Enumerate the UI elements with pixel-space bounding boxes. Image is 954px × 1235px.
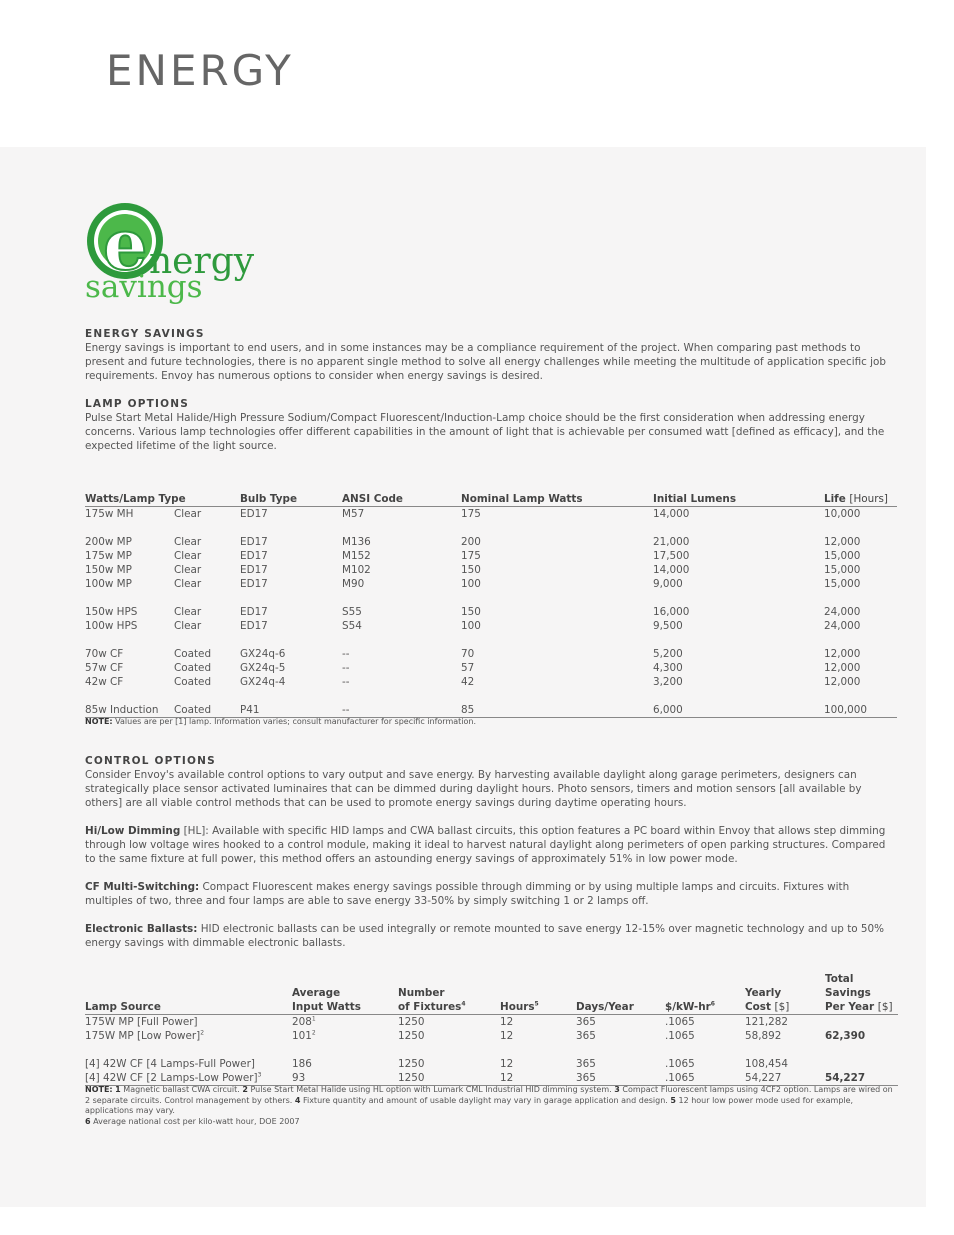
table-spacer — [85, 633, 897, 647]
lamp-cell-nominal: 100 — [461, 578, 481, 590]
lamp-cell-ansi: -- — [342, 703, 461, 718]
cost-header-source: Lamp Source — [85, 972, 292, 1015]
lamp-cell-finish: Clear — [174, 606, 202, 618]
lamp-cell-type: 200w MP — [85, 536, 132, 548]
cost-header-yearly: Yearly Cost [$] — [745, 972, 825, 1015]
lamp-options-section — [85, 397, 897, 453]
cost-header-rate: $\$/kW-hr^6$ — [665, 972, 745, 1015]
lamp-cell-lumens: 21,000 — [653, 536, 690, 548]
lamp-header-ansi: ANSI Code — [342, 492, 461, 507]
lamp-cell-nominal: 57 — [461, 662, 475, 674]
lamp-cell-bulb: GX24q-4 — [240, 676, 286, 688]
table-row — [85, 1029, 898, 1043]
lamp-cell-type: 150w MP — [85, 564, 132, 576]
lamp-cell-ansi: M152 — [342, 550, 371, 562]
lamp-header-nominal: Nominal Lamp Watts — [461, 492, 653, 507]
lamp-cell-lumens: 3,200 — [653, 676, 683, 688]
lamp-cell-finish: Clear — [174, 620, 202, 632]
cost-header-total: Total Savings Per Year [$] — [825, 972, 898, 1015]
table-row — [85, 1015, 898, 1030]
cost-cell-source: 175W MP [Full Power] — [85, 1016, 198, 1028]
table-row — [85, 535, 897, 549]
page-title: ENERGY — [106, 46, 294, 95]
table-spacer — [85, 591, 897, 605]
cost-header-input-watts: Average Input Watts — [292, 972, 398, 1015]
lamp-cell-ansi: S55 — [342, 606, 362, 618]
lamp-cell-finish: Coated — [174, 662, 212, 674]
lamp-cell-ansi: -- — [342, 648, 350, 660]
lamp-cell-bulb: ED17 — [240, 536, 268, 548]
lamp-table-note: NOTE: Values are per [1] lamp. Information varies; consult manufacturer for specific information. — [85, 717, 477, 726]
lamp-cell-bulb: ED17 — [240, 508, 268, 520]
lamp-cell-life: 12,000 — [824, 648, 861, 660]
lamp-cell-life: 24,000 — [824, 606, 861, 618]
lamp-cell-lumens: 4,300 — [653, 662, 683, 674]
table-row — [85, 675, 897, 689]
control-options-section — [85, 754, 897, 950]
lamp-cell-finish: Coated — [174, 648, 212, 660]
lamp-cell-bulb: P41 — [240, 703, 342, 718]
lamp-cell-ansi: M90 — [342, 578, 365, 590]
lamp-cell-life: 12,000 — [824, 676, 861, 688]
table-spacer — [85, 1043, 898, 1057]
lamp-cell-ansi: -- — [342, 662, 350, 674]
lamp-cell-lumens: 9,000 — [653, 578, 683, 590]
table-spacer — [85, 521, 897, 535]
cost-cell-total: 54,227 — [825, 1071, 898, 1086]
lamp-cell-type: 175w MH — [85, 508, 134, 520]
cost-cell-watts: 186 — [292, 1058, 312, 1070]
cost-cell-watts: 93 — [292, 1071, 398, 1086]
cost-cell-cost: 108,454 — [745, 1058, 788, 1070]
lamp-cell-finish: Clear — [174, 578, 202, 590]
lamp-cell-type: 100w HPS — [85, 620, 138, 632]
table-row — [85, 563, 897, 577]
cost-cell-hours: 12 — [500, 1071, 576, 1086]
cost-cell-watts: $208^1$ — [292, 1015, 316, 1028]
lamp-cell-lumens: 16,000 — [653, 606, 690, 618]
lamp-cell-life: 15,000 — [824, 550, 861, 562]
table-row — [85, 619, 897, 633]
cost-cell-source: [4] 42W CF [2 Lamps-Low Power]$^3$ — [85, 1071, 292, 1086]
lamp-cell-bulb: ED17 — [240, 606, 268, 618]
cost-cell-days: 365 — [576, 1071, 665, 1086]
cost-cell-rate: .1065 — [665, 1058, 695, 1070]
lamp-header-life: Life [Hours] — [824, 492, 897, 507]
cost-cell-rate: .1065 — [665, 1016, 695, 1028]
cost-cell-fixtures: 1250 — [398, 1071, 500, 1086]
lamp-cell-nominal: 150 — [461, 564, 481, 576]
cost-cell-total — [825, 1057, 898, 1071]
lamp-cell-life: 100,000 — [824, 703, 897, 718]
lamp-cell-finish: Clear — [174, 536, 202, 548]
lamp-cell-lumens: 9,500 — [653, 620, 683, 632]
electronic-ballasts-paragraph: Electronic Ballasts: HID electronic ballasts can be used integrally or remote mounted to save energy 12-15% over magnetic technology and up to 50% energy savings with dimmable electronic ballasts. — [85, 923, 885, 949]
cost-header-fixtures: Number of Fixtures$^4$ — [398, 972, 500, 1015]
cost-cell-fixtures: 1250 — [398, 1058, 425, 1070]
table-row — [85, 647, 897, 661]
table-row — [85, 661, 897, 675]
table-spacer — [85, 689, 897, 703]
lamp-cell-life: 12,000 — [824, 536, 861, 548]
lamp-cell-type: 70w CF — [85, 648, 124, 660]
cost-cell-rate: .1065 — [665, 1030, 695, 1042]
cost-cell-rate: .1065 — [665, 1071, 745, 1086]
lamp-cell-lumens: 14,000 — [653, 508, 690, 520]
lamp-cell-bulb: ED17 — [240, 550, 268, 562]
lamp-cell-finish: Clear — [174, 508, 202, 520]
lamp-cell-bulb: ED17 — [240, 620, 268, 632]
lamp-cell-lumens: 14,000 — [653, 564, 690, 576]
lamp-cell-nominal: 200 — [461, 536, 481, 548]
lamp-cell-type: 175w MP — [85, 550, 132, 562]
energy-savings-logo — [83, 195, 283, 315]
lamp-cell-finish: Coated — [174, 676, 212, 688]
lamp-cell-ansi: S54 — [342, 620, 362, 632]
cost-cell-fixtures: 1250 — [398, 1030, 425, 1042]
table-row — [85, 1071, 898, 1086]
energy-savings-section — [85, 327, 897, 383]
lamp-cell-nominal: 70 — [461, 648, 475, 660]
lamp-cell-bulb: ED17 — [240, 564, 268, 576]
lamp-cell-nominal: 175 — [461, 508, 481, 520]
control-options-body: Consider Envoy's available control options to vary output and save energy. By harvesting available daylight along garage perimeters, designers can strategically place sensor activated luminaires that can be dimmed during daylight hours. Photo sensors, timers and motion sensors [all available by others] are all viable control methods that can be used to promote energy savings during daytime operating hours. — [85, 769, 862, 809]
lamp-header-bulb: Bulb Type — [240, 492, 342, 507]
cost-cell-days: 365 — [576, 1016, 596, 1028]
cost-header-hours: Hours$^5$ — [500, 972, 576, 1015]
table-row — [85, 507, 897, 522]
cost-table — [85, 972, 898, 1086]
cf-multiswitching-paragraph: CF Multi-Switching: Compact Fluorescent makes energy savings possible through dimming or by using multiple lamps and circuits. Fixtures with multiples of two, three and four lamps are able to save energy 33-50% by simply switching 1 or 2 lamps off. — [85, 881, 850, 907]
lamp-cell-nominal: 85 — [461, 703, 653, 718]
lamp-options-body: Pulse Start Metal Halide/High Pressure Sodium/Compact Fluorescent/Induction-Lamp choice should be the first consideration when addressing energy concerns. Various lamp technologies offer different capabilities in the amount of light that is achievable per consumed watt [defined as efficacy], and the expected lifetime of the light source. — [85, 412, 885, 452]
cost-header-days: Days/Year — [576, 972, 665, 1015]
lamp-cell-bulb: GX24q-5 — [240, 662, 286, 674]
lamp-header-lumens: Initial Lumens — [653, 492, 824, 507]
lamp-cell-finish: Clear — [174, 564, 202, 576]
lamp-table — [85, 492, 897, 718]
lamp-cell-type: 85w Induction — [85, 703, 174, 718]
lamp-cell-ansi: -- — [342, 676, 350, 688]
lamp-header-watts: Watts/Lamp Type — [85, 492, 240, 507]
table-row — [85, 605, 897, 619]
cost-cell-total: 62,390 — [825, 1030, 866, 1042]
lamp-cell-life: 15,000 — [824, 564, 861, 576]
table-row — [85, 577, 897, 591]
cost-cell-cost: 121,282 — [745, 1016, 788, 1028]
table-row — [85, 549, 897, 563]
cost-cell-cost: 58,892 — [745, 1030, 782, 1042]
lamp-cell-lumens: 6,000 — [653, 703, 824, 718]
lamp-cell-type: 57w CF — [85, 662, 124, 674]
hilow-dimming-paragraph: Hi/Low Dimming [HL]: Available with specific HID lamps and CWA ballast circuits, this option features a PC board within Envoy that allows step dimming through low voltage wires hooked to a control module, making it ideal to harvest natural daylight along perimeters of open parking structures. Compared to the same fixture at full power, this method offers an astounding energy savings of approximately 51% in low power mode. — [85, 825, 886, 865]
svg-text:savings: savings — [85, 269, 203, 305]
lamp-cell-life: 15,000 — [824, 578, 861, 590]
table-row — [85, 1057, 898, 1071]
lamp-cell-ansi: M57 — [342, 508, 365, 520]
lamp-cell-type: 150w HPS — [85, 606, 138, 618]
cost-cell-source: [4] 42W CF [4 Lamps-Full Power] — [85, 1058, 255, 1070]
lamp-cell-finish: Coated — [174, 703, 240, 718]
lamp-cell-lumens: 17,500 — [653, 550, 690, 562]
lamp-cell-nominal: 150 — [461, 606, 481, 618]
lamp-cell-life: 24,000 — [824, 620, 861, 632]
lamp-cell-lumens: 5,200 — [653, 648, 683, 660]
energy-savings-heading: ENERGY SAVINGS — [85, 328, 205, 340]
lamp-cell-finish: Clear — [174, 550, 202, 562]
cost-cell-total — [825, 1015, 898, 1030]
lamp-cell-ansi: M136 — [342, 536, 371, 548]
energy-savings-body: Energy savings is important to end users, and in some instances may be a compliance requirement of the project. When comparing past methods to present and future technologies, there is no apparent single method to solve all energy challenges while meeting the multitude of application specific job requirements. Envoy has numerous options to consider when energy savings is desired. — [85, 342, 887, 382]
lamp-cell-nominal: 42 — [461, 676, 475, 688]
cost-cell-days: 365 — [576, 1058, 596, 1070]
lamp-cell-life: 12,000 — [824, 662, 861, 674]
lamp-cell-type: 42w CF — [85, 676, 124, 688]
lamp-cell-life: 10,000 — [824, 508, 861, 520]
lamp-cell-nominal: 100 — [461, 620, 481, 632]
lamp-cell-type: 100w MP — [85, 578, 132, 590]
table-row — [85, 703, 897, 718]
lamp-options-heading: LAMP OPTIONS — [85, 398, 189, 410]
control-options-heading: CONTROL OPTIONS — [85, 755, 216, 767]
cost-table-note: NOTE: 1 Magnetic ballast CWA circuit. 2 Pulse Start Metal Halide using HL option with Lumark CML Industrial HID dimming system. 3 Compact Fluorescent lamps using 4CF2 option. Lamps are wired on 2 separate circuits. Control management by others. 4 Fixture quantity and amount of usable daylight may vary in garage application and design. 5 12 hour low power mode used for example, applications may vary. 6 Average national cost per kilo-watt hour, DOE 2007 — [85, 1085, 893, 1126]
lamp-cell-ansi: M102 — [342, 564, 371, 576]
cost-cell-days: 365 — [576, 1030, 596, 1042]
cost-cell-hours: 12 — [500, 1016, 514, 1028]
cost-cell-fixtures: 1250 — [398, 1016, 425, 1028]
svg-text:nergy: nergy — [149, 241, 255, 282]
cost-cell-cost: 54,227 — [745, 1071, 825, 1086]
lamp-cell-bulb: GX24q-6 — [240, 648, 286, 660]
svg-text:e: e — [103, 203, 148, 286]
cost-cell-hours: 12 — [500, 1058, 514, 1070]
cost-cell-watts: $101^2$ — [292, 1029, 316, 1042]
lamp-cell-bulb: ED17 — [240, 578, 268, 590]
lamp-cell-nominal: 175 — [461, 550, 481, 562]
cost-cell-source: 175W MP [Low Power]$^2$ — [85, 1029, 205, 1042]
cost-cell-hours: 12 — [500, 1030, 514, 1042]
